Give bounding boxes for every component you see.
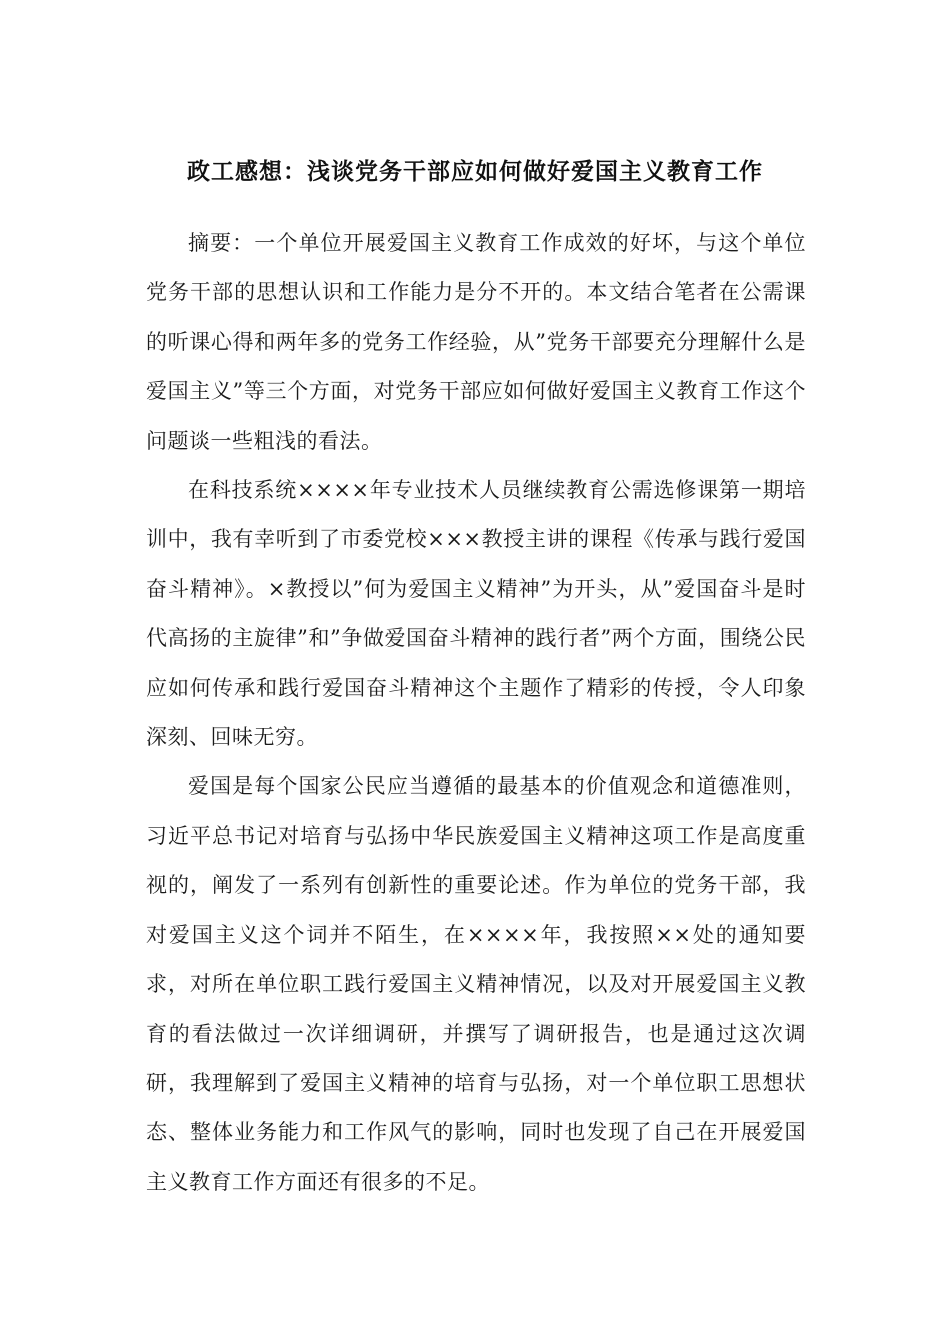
body-paragraph: 在科技系统××××年专业技术人员继续教育公需选修课第一期培训中，我有幸听到了市委党校×××教授主讲的课程《传承与践行爱国奋斗精神》。×教授以”何为爱国主义精神”为开头，从”爱国奋斗是时代高扬的主旋律”和”争做爱国奋斗精神的践行者”两个方面，围绕公民应如何传承和践行爱国奋斗精神这个主题作了精彩的传授，令人印象深刻、回味无穷。 [146,478,806,750]
document-body [146,219,806,1207]
document-title: 政工感想：浅谈党务干部应如何做好爱国主义教育工作 [187,158,763,185]
body-paragraph: 爱国是每个国家公民应当遵循的最基本的价值观念和道德准则，习近平总书记对培育与弘扬中华民族爱国主义精神这项工作是高度重视的，阐发了一系列有创新性的重要论述。作为单位的党务干部，我对爱国主义这个词并不陌生，在××××年，我按照××处的通知要求，对所在单位职工践行爱国主义精神情况，以及对开展爱国主义教育的看法做过一次详细调研，并撰写了调研报告，也是通过这次调研，我理解到了爱国主义精神的培育与弘扬，对一个单位职工思想状态、整体业务能力和工作风气的影响，同时也发现了自己在开展爱国主义教育工作方面还有很多的不足。 [146,774,806,1194]
abstract-paragraph: 摘要：一个单位开展爱国主义教育工作成效的好坏，与这个单位党务干部的思想认识和工作能力是分不开的。本文结合笔者在公需课的听课心得和两年多的党务工作经验，从”党务干部要充分理解什么是爱国主义”等三个方面，对党务干部应如何做好爱国主义教育工作这个问题谈一些粗浅的看法。 [146,231,806,453]
